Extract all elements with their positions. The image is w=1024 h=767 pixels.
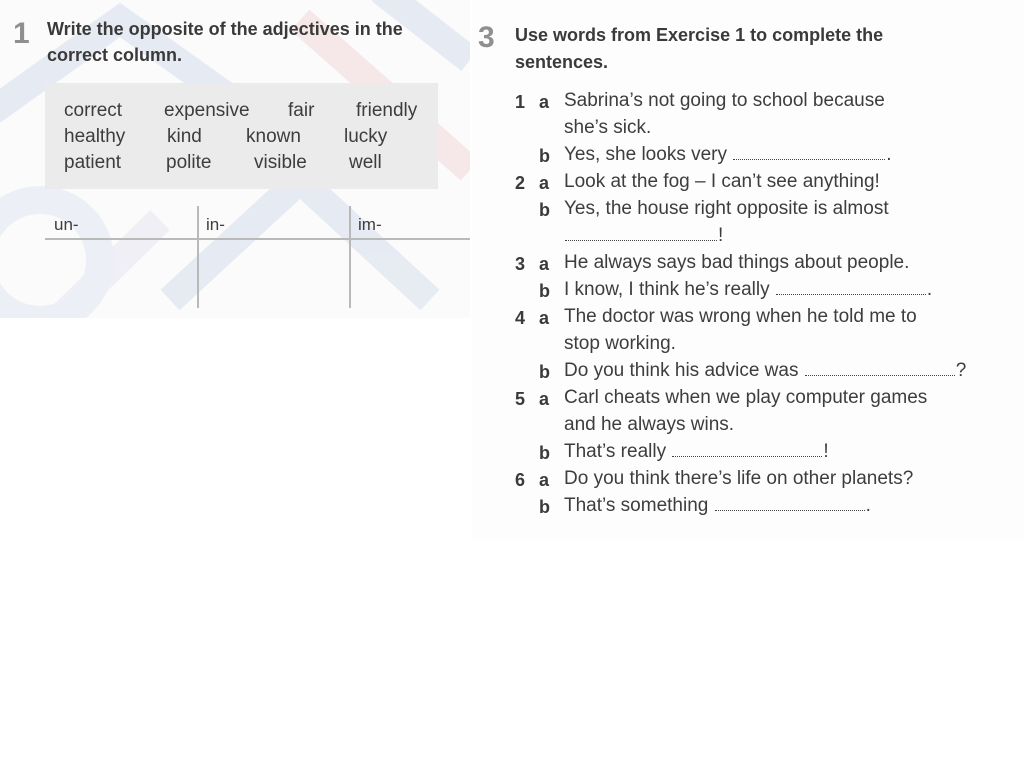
answer-punctuation: ?: [955, 360, 967, 381]
question-a-text: The doctor was wrong when he told me to: [564, 306, 917, 327]
answer-blank[interactable]: [776, 293, 926, 295]
answer-punctuation: !: [718, 225, 724, 246]
question-letter-a: a: [539, 389, 550, 409]
question-b-text: [564, 144, 892, 166]
word-item: patient: [64, 152, 122, 173]
question-b-text: [564, 441, 829, 463]
question-a-text: Do you think there’s life on other planets?: [564, 468, 914, 489]
question-number: 1: [515, 92, 526, 112]
question-number: 3: [515, 254, 526, 274]
question-number: 4: [515, 308, 526, 328]
column-divider: [349, 206, 351, 308]
question-a-text-continued: and he always wins.: [564, 414, 735, 435]
word-item: kind: [167, 126, 202, 147]
answer-blank[interactable]: [672, 455, 822, 457]
exercise-1-panel: [0, 0, 470, 318]
answer-prompt: Do you think his advice was: [564, 360, 799, 381]
exercise-title-line-1: Write the opposite of the adjectives in the: [47, 19, 403, 39]
word-item: known: [246, 126, 301, 147]
exercise-number: 1: [13, 17, 30, 50]
question-b-text: [564, 279, 932, 301]
question-letter-a: a: [539, 308, 550, 328]
exercise-title-line-1: Use words from Exercise 1 to complete the: [515, 25, 884, 45]
table-header-rule: [45, 238, 470, 240]
column-header-un: un-: [54, 215, 79, 234]
answer-blank[interactable]: [805, 374, 955, 376]
question-letter-b: b: [539, 443, 550, 463]
question-b-text: [564, 360, 966, 382]
question-b-text: [564, 495, 871, 517]
word-item: visible: [254, 152, 307, 173]
answer-punctuation: .: [865, 495, 871, 516]
word-item: expensive: [164, 100, 250, 121]
answer-prompt: That’s really: [564, 441, 667, 462]
question-a-text-continued: stop working.: [564, 333, 676, 354]
exercise-number: 3: [478, 21, 495, 54]
answer-line: [564, 225, 723, 247]
column-divider: [197, 206, 199, 308]
word-item: friendly: [356, 100, 418, 121]
answer-prompt: I know, I think he’s really: [564, 279, 770, 300]
word-item: lucky: [344, 126, 388, 147]
question-a-text: Look at the fog – I can’t see anything!: [564, 171, 880, 192]
question-number: 2: [515, 173, 526, 193]
question-letter-a: a: [539, 173, 550, 193]
question-letter-b: b: [539, 146, 550, 166]
answer-prompt: That’s something: [564, 495, 709, 516]
question-letter-a: a: [539, 470, 550, 490]
question-a-text: Sabrina’s not going to school because: [564, 90, 885, 111]
word-item: healthy: [64, 126, 126, 147]
question-number: 6: [515, 470, 526, 490]
answer-blank[interactable]: [715, 509, 865, 511]
question-letter-a: a: [539, 254, 550, 274]
exercise-title-line-2: sentences.: [515, 52, 609, 72]
word-item: correct: [64, 100, 123, 121]
column-header-in: in-: [206, 215, 225, 234]
question-letter-b: b: [539, 362, 550, 382]
question-letter-b: b: [539, 497, 550, 517]
question-letter-b: b: [539, 200, 550, 220]
question-letter-b: b: [539, 281, 550, 301]
exercise-title-line-2: correct column.: [47, 45, 183, 65]
word-item: polite: [166, 152, 212, 173]
question-a-text: Carl cheats when we play computer games: [564, 387, 928, 408]
column-header-im: im-: [358, 215, 382, 234]
word-item: well: [349, 152, 382, 173]
answer-punctuation: .: [926, 279, 933, 300]
question-a-text-continued: she’s sick.: [564, 117, 652, 138]
answer-blank[interactable]: [733, 158, 885, 160]
question-number: 5: [515, 389, 526, 409]
question-a-text: He always says bad things about people.: [564, 252, 910, 273]
answer-punctuation: !: [823, 441, 829, 462]
answer-prompt: Yes, she looks very: [564, 144, 727, 165]
question-letter-a: a: [539, 92, 550, 112]
answer-punctuation: .: [886, 144, 892, 165]
answer-blank[interactable]: [565, 239, 717, 241]
question-b-text: Yes, the house right opposite is almost: [564, 198, 889, 219]
word-item: fair: [288, 100, 315, 121]
